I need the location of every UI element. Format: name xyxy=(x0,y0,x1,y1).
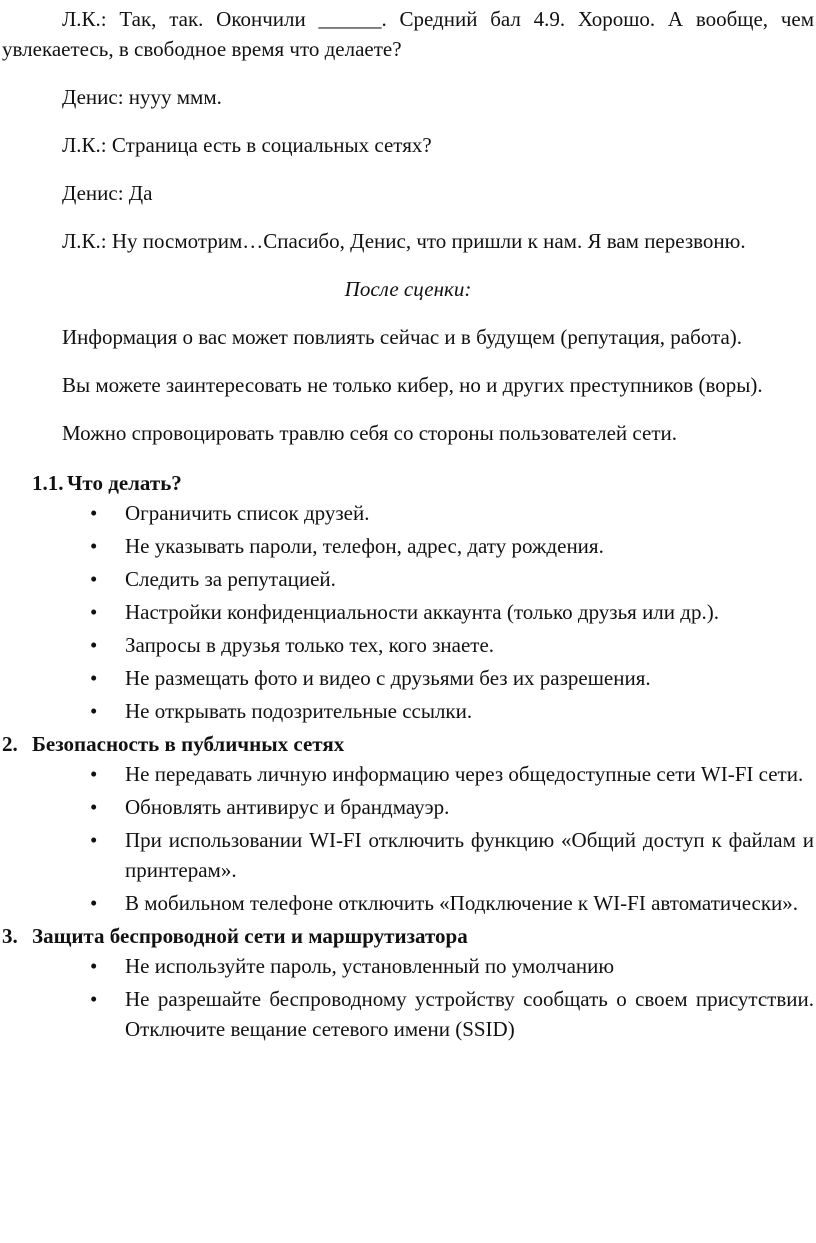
bullet-icon: • xyxy=(90,828,98,852)
section-heading xyxy=(2,468,814,498)
after-scene-paragraph: Можно спровоцировать травлю себя со стороны пользователей сети. xyxy=(62,421,677,445)
bullet-icon: • xyxy=(90,987,98,1011)
bullet-list xyxy=(2,498,814,726)
section-title: Что делать? xyxy=(67,471,182,495)
bullet-icon: • xyxy=(90,666,98,690)
after-scene-paragraph: Информация о вас может повлиять сейчас и в будущем (репутация, работа). xyxy=(62,325,743,349)
list-item-text: Не указывать пароли, телефон, адрес, дату рождения. xyxy=(125,534,604,558)
list-item xyxy=(90,696,814,726)
list-item-text: Не разрешайте беспроводному устройству сообщать о своем присутствии. Отключите вещание сетевого имени (SSID) xyxy=(125,987,814,1041)
bullet-icon: • xyxy=(90,795,98,819)
list-item xyxy=(90,888,814,918)
list-item-text: Не передавать личную информацию через общедоступные сети WI-FI сети. xyxy=(125,762,804,786)
list-item xyxy=(90,498,814,528)
list-item-text: Ограничить список друзей. xyxy=(125,501,370,525)
after-scene-title: После сценки: xyxy=(344,277,472,301)
bullet-icon: • xyxy=(90,699,98,723)
section-heading xyxy=(2,729,814,759)
section-title: Защита беспроводной сети и маршрутизатора xyxy=(32,924,468,948)
list-item-text: Запросы в друзья только тех, кого знаете. xyxy=(125,633,495,657)
bullet-icon: • xyxy=(90,633,98,657)
list-item-text: В мобильном телефоне отключить «Подключение к WI-FI автоматически». xyxy=(125,891,799,915)
section-title: Безопасность в публичных сетях xyxy=(32,732,345,756)
bullet-icon: • xyxy=(90,600,98,624)
list-item-text: Следить за репутацией. xyxy=(125,567,336,591)
bullet-icon: • xyxy=(90,762,98,786)
bullet-icon: • xyxy=(90,534,98,558)
list-item xyxy=(90,630,814,660)
section-number: 3. xyxy=(2,924,18,948)
list-item xyxy=(90,951,814,981)
bullet-icon: • xyxy=(90,501,98,525)
section-heading xyxy=(2,921,814,951)
list-item-text: Не используйте пароль, установленный по умолчанию xyxy=(125,954,615,978)
list-item-text: Не размещать фото и видео с друзьями без их разрешения. xyxy=(125,666,651,690)
bullet-icon: • xyxy=(90,567,98,591)
list-item xyxy=(90,825,814,885)
list-item xyxy=(90,792,814,822)
section-number: 1.1. xyxy=(32,471,64,495)
dialogue-line-lk-3: Л.К.: Ну посмотрим…Спасибо, Денис, что пришли к нам. Я вам перезвоню. xyxy=(62,229,746,253)
list-item xyxy=(90,663,814,693)
list-item xyxy=(90,984,814,1044)
list-item xyxy=(90,564,814,594)
dialogue-line-denis-2: Денис: Да xyxy=(62,181,153,205)
dialogue-line-lk-2: Л.К.: Страница есть в социальных сетях? xyxy=(62,133,432,157)
list-item xyxy=(90,597,814,627)
dialogue-line-lk-1: Л.К.: Так, так. Окончили ______. Средний бал 4.9. Хорошо. А вообще, чем увлекаетесь, в свободное время что делаете? xyxy=(2,7,814,61)
after-scene-paragraph: Вы можете заинтересовать не только кибер, но и других преступников (воры). xyxy=(62,373,763,397)
list-item-text: Обновлять антивирус и брандмауэр. xyxy=(125,795,450,819)
list-item xyxy=(90,759,814,789)
bullet-icon: • xyxy=(90,891,98,915)
section-number: 2. xyxy=(2,732,18,756)
dialogue-line-denis-1: Денис: нууу ммм. xyxy=(62,85,222,109)
list-item-text: Настройки конфиденциальности аккаунта (только друзья или др.). xyxy=(125,600,719,624)
list-item-text: При использовании WI-FI отключить функцию «Общий доступ к файлам и принтерам». xyxy=(125,828,814,882)
list-item-text: Не открывать подозрительные ссылки. xyxy=(125,699,473,723)
list-item xyxy=(90,531,814,561)
bullet-icon: • xyxy=(90,954,98,978)
bullet-list xyxy=(2,951,814,1044)
bullet-list xyxy=(2,759,814,918)
